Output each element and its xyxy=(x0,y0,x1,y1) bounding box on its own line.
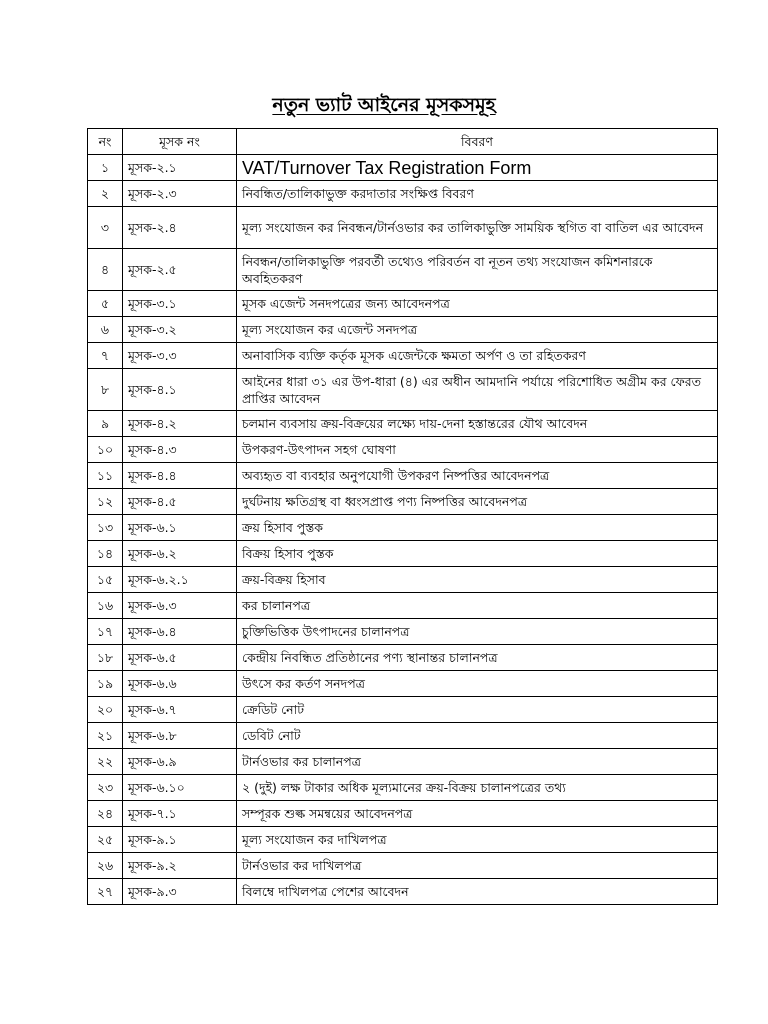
cell-serial-no: ২০ xyxy=(88,697,123,723)
cell-form-code: মূসক-৬.৫ xyxy=(123,645,237,671)
table-row xyxy=(88,155,718,181)
table-row xyxy=(88,369,718,411)
cell-serial-no: ১৫ xyxy=(88,567,123,593)
cell-form-code: মূসক-৪.৫ xyxy=(123,489,237,515)
cell-description: বিক্রয় হিসাব পুস্তক xyxy=(237,541,718,567)
cell-form-code: মূসক-৩.১ xyxy=(123,291,237,317)
cell-form-code: মূসক-২.১ xyxy=(123,155,237,181)
cell-form-code: মূসক-৬.৭ xyxy=(123,697,237,723)
cell-form-code: মূসক-৪.২ xyxy=(123,411,237,437)
cell-serial-no: ২৫ xyxy=(88,827,123,853)
table-row xyxy=(88,671,718,697)
header-description: বিবরণ xyxy=(237,129,718,155)
cell-form-code: মূসক-৬.৯ xyxy=(123,749,237,775)
cell-serial-no: ৭ xyxy=(88,343,123,369)
cell-description: ২ (দুই) লক্ষ টাকার অধিক মূল্যমানের ক্রয়-বিক্রয় চালানপত্রের তথ্য xyxy=(237,775,718,801)
table-row xyxy=(88,723,718,749)
cell-serial-no: ১৭ xyxy=(88,619,123,645)
cell-serial-no: ২৭ xyxy=(88,879,123,905)
cell-serial-no: ১৮ xyxy=(88,645,123,671)
cell-description: উৎসে কর কর্তণ সনদপত্র xyxy=(237,671,718,697)
cell-serial-no: ১২ xyxy=(88,489,123,515)
cell-serial-no: ২ xyxy=(88,181,123,207)
table-row xyxy=(88,317,718,343)
cell-form-code: মূসক-৬.২ xyxy=(123,541,237,567)
cell-description: মূল্য সংযোজন কর দাখিলপত্র xyxy=(237,827,718,853)
table-row xyxy=(88,207,718,249)
cell-serial-no: ৬ xyxy=(88,317,123,343)
table-row xyxy=(88,801,718,827)
table-row xyxy=(88,411,718,437)
cell-form-code: মূসক-৪.৪ xyxy=(123,463,237,489)
table-row xyxy=(88,827,718,853)
table-row xyxy=(88,515,718,541)
cell-form-code: মূসক-৬.৪ xyxy=(123,619,237,645)
cell-serial-no: ৪ xyxy=(88,249,123,291)
cell-description: মূসক এজেন্ট সনদপত্রের জন্য আবেদনপত্র xyxy=(237,291,718,317)
cell-form-code: মূসক-৬.৩ xyxy=(123,593,237,619)
cell-serial-no: ১৩ xyxy=(88,515,123,541)
cell-serial-no: ৩ xyxy=(88,207,123,249)
cell-form-code: মূসক-৩.২ xyxy=(123,317,237,343)
table-row xyxy=(88,567,718,593)
table-row xyxy=(88,697,718,723)
table-row xyxy=(88,749,718,775)
cell-description: অব্যহৃত বা ব্যবহার অনুপযোগী উপকরণ নিষ্পত্তির আবেদনপত্র xyxy=(237,463,718,489)
cell-description: অনাবাসিক ব্যক্তি কর্তৃক মূসক এজেন্টকে ক্ষমতা অর্পণ ও তা রহিতকরণ xyxy=(237,343,718,369)
table-row xyxy=(88,291,718,317)
cell-form-code: মূসক-৬.৬ xyxy=(123,671,237,697)
cell-description: মূল্য সংযোজন কর এজেন্ট সনদপত্র xyxy=(237,317,718,343)
table-row xyxy=(88,645,718,671)
cell-description: ক্রয়-বিক্রয় হিসাব xyxy=(237,567,718,593)
cell-form-code: মূসক-২.৪ xyxy=(123,207,237,249)
cell-description: কর চালানপত্র xyxy=(237,593,718,619)
table-row xyxy=(88,775,718,801)
table-row xyxy=(88,463,718,489)
cell-description: ডেবিট নোট xyxy=(237,723,718,749)
cell-description: ক্রেডিট নোট xyxy=(237,697,718,723)
table-header-row xyxy=(88,129,718,155)
cell-serial-no: ৫ xyxy=(88,291,123,317)
cell-form-code: মূসক-৪.১ xyxy=(123,369,237,411)
table-row xyxy=(88,437,718,463)
table-row xyxy=(88,181,718,207)
cell-description: সম্পূরক শুল্ক সমন্বয়ের আবেদনপত্র xyxy=(237,801,718,827)
document-title: নতুন ভ্যাট আইনের মূসকসমূহ xyxy=(272,94,496,116)
cell-serial-no: ১৯ xyxy=(88,671,123,697)
cell-form-code: মূসক-৯.১ xyxy=(123,827,237,853)
table-row xyxy=(88,541,718,567)
cell-serial-no: ৯ xyxy=(88,411,123,437)
header-form-code: মূসক নং xyxy=(123,129,237,155)
cell-description: ক্রয় হিসাব পুস্তক xyxy=(237,515,718,541)
cell-form-code: মূসক-৩.৩ xyxy=(123,343,237,369)
table-row xyxy=(88,343,718,369)
cell-form-code: মূসক-৯.২ xyxy=(123,853,237,879)
cell-form-code: মূসক-৯.৩ xyxy=(123,879,237,905)
table-row xyxy=(88,249,718,291)
cell-serial-no: ১১ xyxy=(88,463,123,489)
cell-description: বিলম্বে দাখিলপত্র পেশের আবেদন xyxy=(237,879,718,905)
cell-form-code: মূসক-৬.২.১ xyxy=(123,567,237,593)
cell-description: টার্নওভার কর দাখিলপত্র xyxy=(237,853,718,879)
table-row xyxy=(88,879,718,905)
cell-serial-no: ১৪ xyxy=(88,541,123,567)
cell-serial-no: ২১ xyxy=(88,723,123,749)
table-row xyxy=(88,853,718,879)
cell-form-code: মূসক-২.৩ xyxy=(123,181,237,207)
vat-forms-table xyxy=(87,128,718,905)
cell-description: আইনের ধারা ৩১ এর উপ-ধারা (৪) এর অধীন আমদানি পর্যায়ে পরিশোধিত অগ্রীম কর ফেরত প্রাপ্তির আবেদন xyxy=(237,369,718,411)
table-row xyxy=(88,593,718,619)
cell-description: নিবন্ধিত/তালিকাভুক্ত করদাতার সংক্ষিপ্ত বিবরণ xyxy=(237,181,718,207)
cell-description: চলমান ব্যবসায় ক্রয়-বিক্রয়ের লক্ষ্যে দায়-দেনা হস্তান্তরের যৌথ আবেদন xyxy=(237,411,718,437)
cell-serial-no: ১ xyxy=(88,155,123,181)
cell-description: দুর্ঘটনায় ক্ষতিগ্রস্থ বা ধ্বংসপ্রাপ্ত পণ্য নিষ্পত্তির আবেদনপত্র xyxy=(237,489,718,515)
cell-serial-no: ১৬ xyxy=(88,593,123,619)
table-row xyxy=(88,489,718,515)
table-row xyxy=(88,619,718,645)
cell-serial-no: ২২ xyxy=(88,749,123,775)
cell-form-code: মূসক-৪.৩ xyxy=(123,437,237,463)
cell-description: উপকরণ-উৎপাদন সহগ ঘোষণা xyxy=(237,437,718,463)
cell-serial-no: ২৬ xyxy=(88,853,123,879)
cell-serial-no: ২৩ xyxy=(88,775,123,801)
cell-form-code: মূসক-৬.৮ xyxy=(123,723,237,749)
cell-serial-no: ৮ xyxy=(88,369,123,411)
cell-serial-no: ১০ xyxy=(88,437,123,463)
cell-form-code: মূসক-৭.১ xyxy=(123,801,237,827)
cell-description: নিবন্ধন/তালিকাভুক্তি পরবর্তী তথ্যেও পরিবর্তন বা নূতন তথ্য সংযোজন কমিশনারকে অবহিতকরণ xyxy=(237,249,718,291)
cell-description: মূল্য সংযোজন কর নিবন্ধন/টার্নওভার কর তালিকাভুক্তি সাময়িক স্থগিত বা বাতিল এর আবেদন xyxy=(237,207,718,249)
cell-description: টার্নওভার কর চালানপত্র xyxy=(237,749,718,775)
cell-description: কেন্দ্রীয় নিবন্ধিত প্রতিষ্ঠানের পণ্য স্থানান্তর চালানপত্র xyxy=(237,645,718,671)
cell-form-code: মূসক-২.৫ xyxy=(123,249,237,291)
cell-description: VAT/Turnover Tax Registration Form xyxy=(237,155,718,181)
cell-description: চুক্তিভিত্তিক উৎপাদনের চালানপত্র xyxy=(237,619,718,645)
cell-serial-no: ২৪ xyxy=(88,801,123,827)
header-serial-no: নং xyxy=(88,129,123,155)
cell-form-code: মূসক-৬.১০ xyxy=(123,775,237,801)
cell-form-code: মূসক-৬.১ xyxy=(123,515,237,541)
